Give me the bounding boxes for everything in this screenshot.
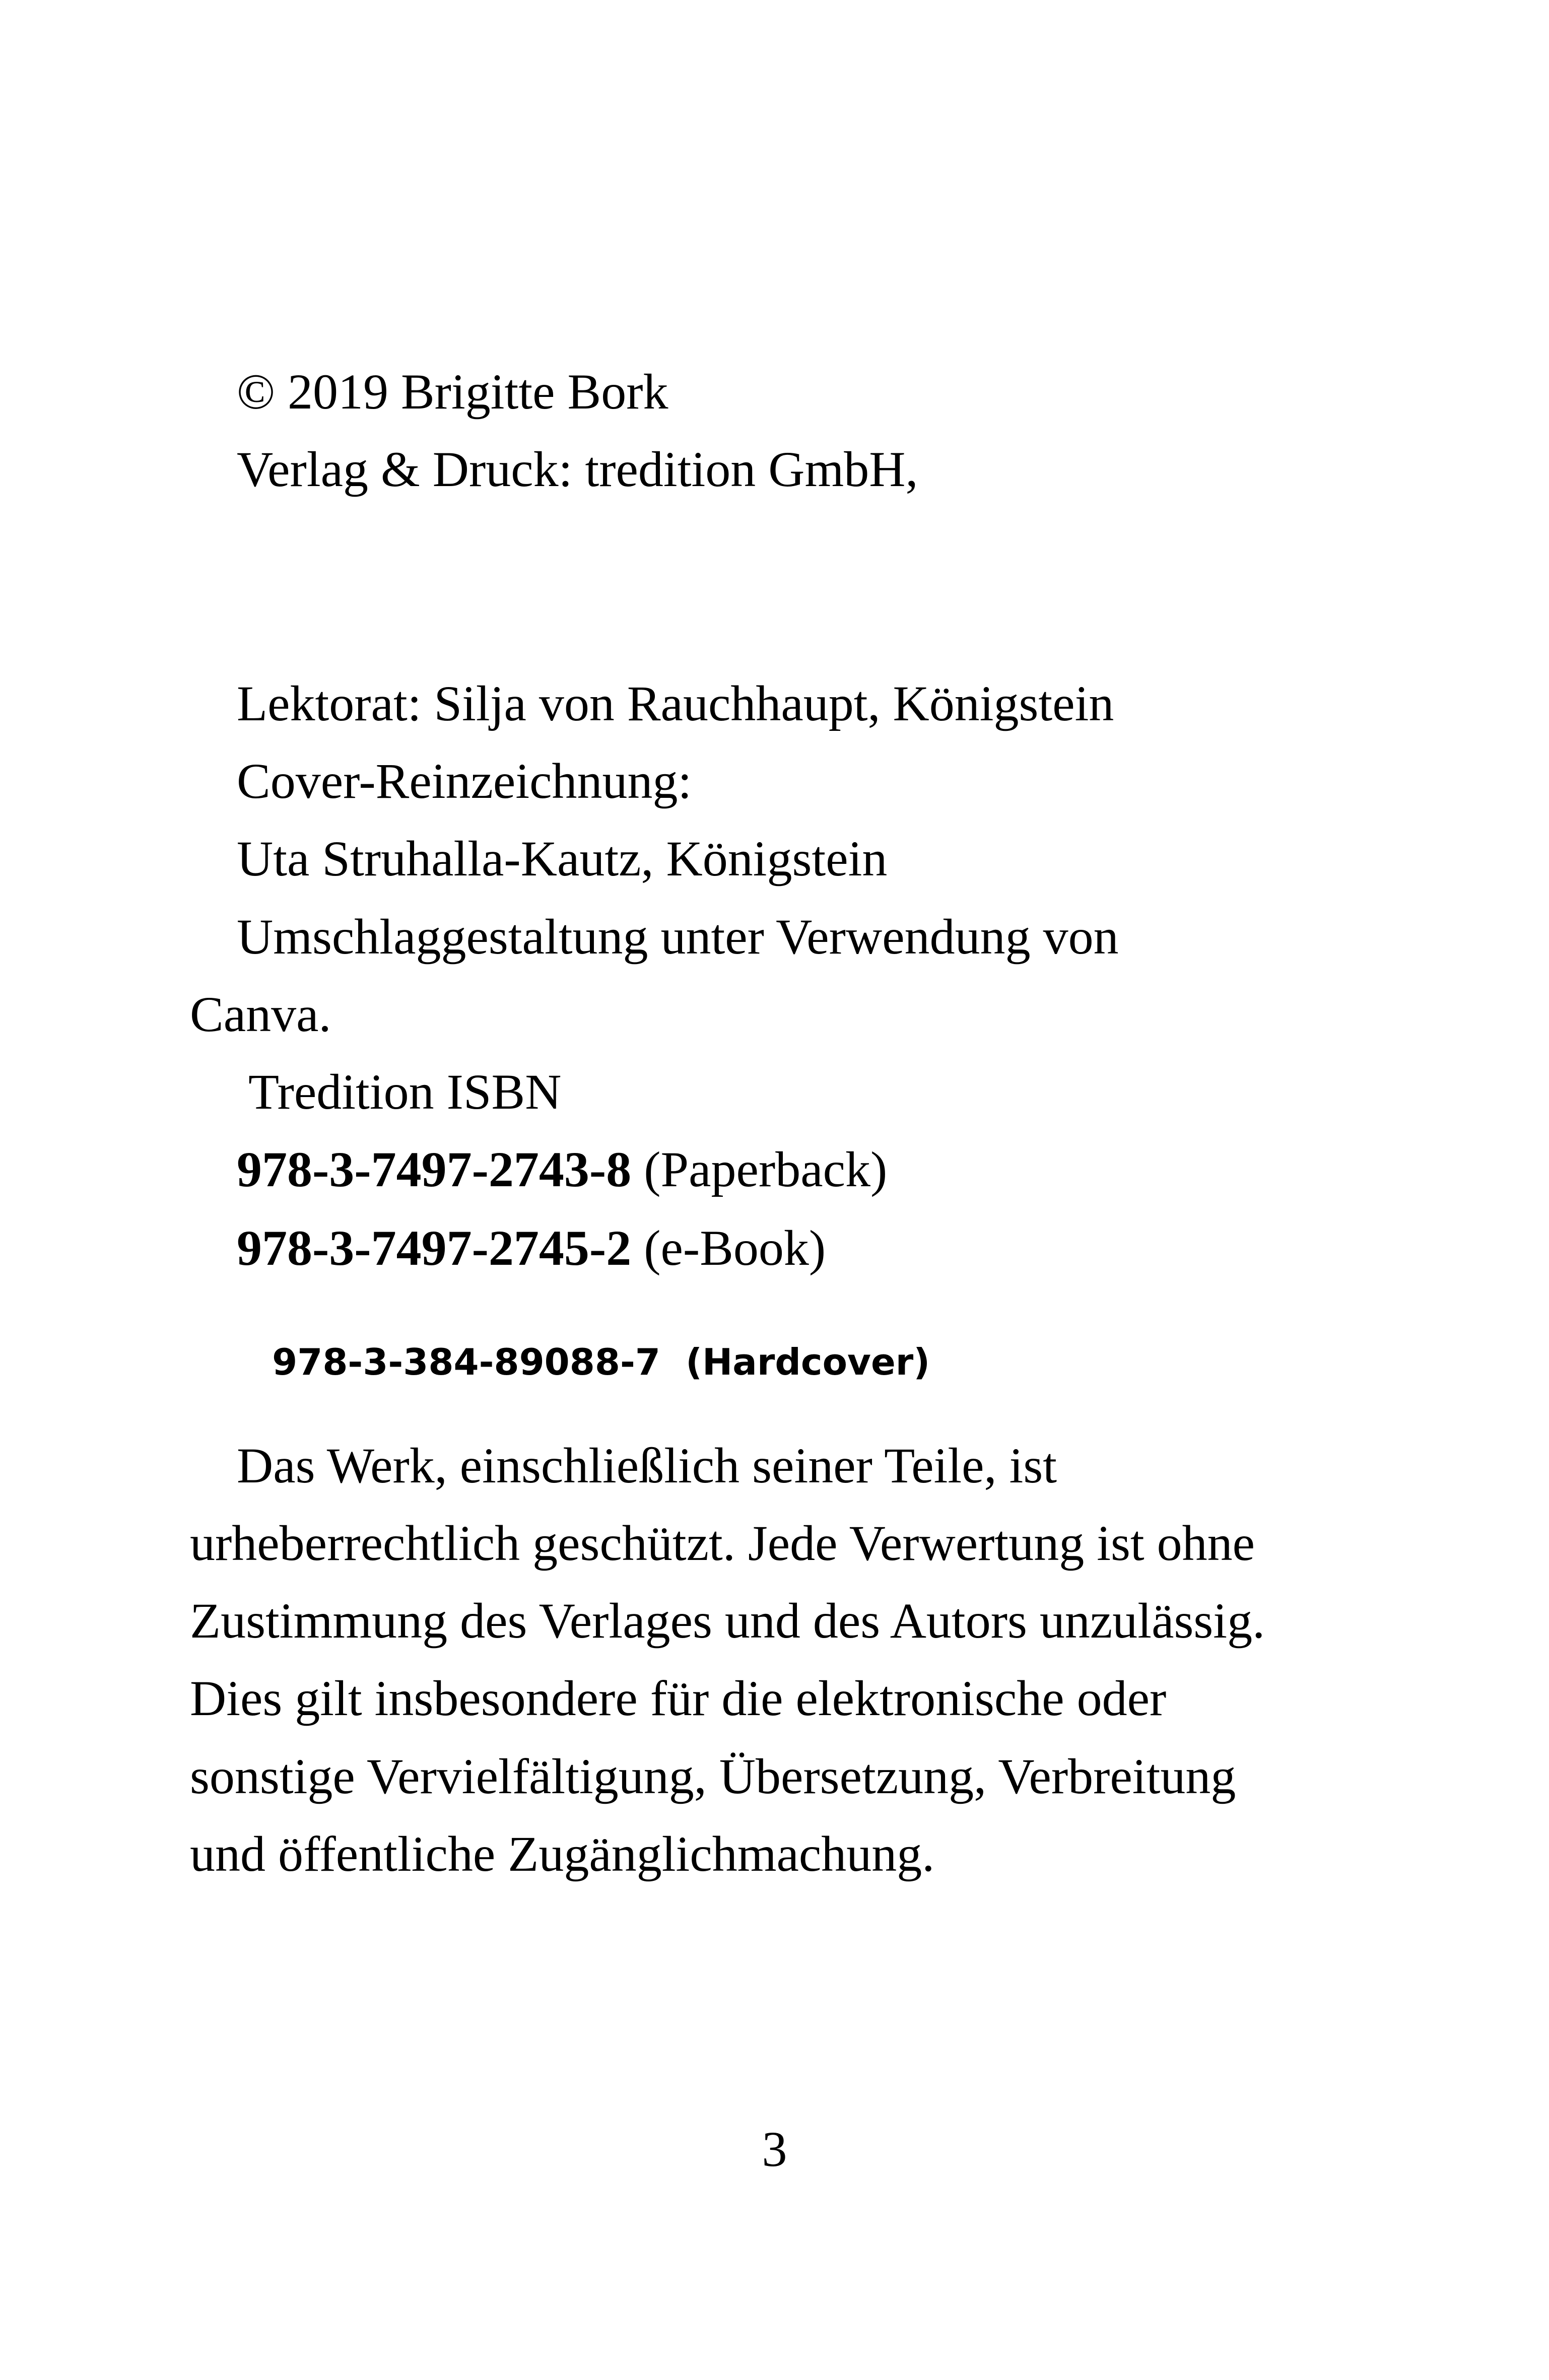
legal-notice-line: Zustimmung des Verlages und des Autors unzulässig. [190,1593,1265,1649]
cover-drawing-label: Cover-Reinzeichnung: [237,753,692,809]
isbn-format: (Paperback) [631,1141,888,1197]
isbn-heading: Tredition ISBN [248,1064,562,1120]
cover-drawing-name: Uta Struhalla-Kautz, Königstein [237,831,888,887]
isbn-paperback [237,1141,888,1197]
isbn-number: 978-3-7497-2743-8 [237,1141,632,1197]
publisher-line: Verlag & Druck: tredition GmbH, [237,441,918,497]
legal-notice-line: und öffentliche Zugänglichmachung. [190,1826,935,1882]
page-number: 3 [762,2121,787,2177]
legal-notice-line: sonstige Vervielfältigung, Übersetzung, Verbreitung [190,1748,1236,1804]
isbn-number: 978-3-384-89088-7 [272,1341,660,1383]
isbn-format: (Hardcover) [660,1341,930,1383]
copyright-line: © 2019 Brigitte Bork [237,364,668,420]
editing-credit: Lektorat: Silja von Rauchhaupt, Königstein [237,675,1114,731]
legal-notice-line: Das Werk, einschließlich seiner Teile, ist [237,1438,1057,1493]
legal-notice-line: Dies gilt insbesondere für die elektronische oder [190,1670,1167,1726]
isbn-format: (e-Book) [631,1220,826,1276]
isbn-hardcover [247,1308,930,1383]
cover-design-line-2: Canva. [190,986,331,1042]
legal-notice-line: urheberrechtlich geschützt. Jede Verwertung ist ohne [190,1515,1255,1571]
cover-design-line-1: Umschlaggestaltung unter Verwendung von [237,909,1119,965]
isbn-ebook [237,1220,826,1276]
isbn-number: 978-3-7497-2745-2 [237,1220,632,1276]
